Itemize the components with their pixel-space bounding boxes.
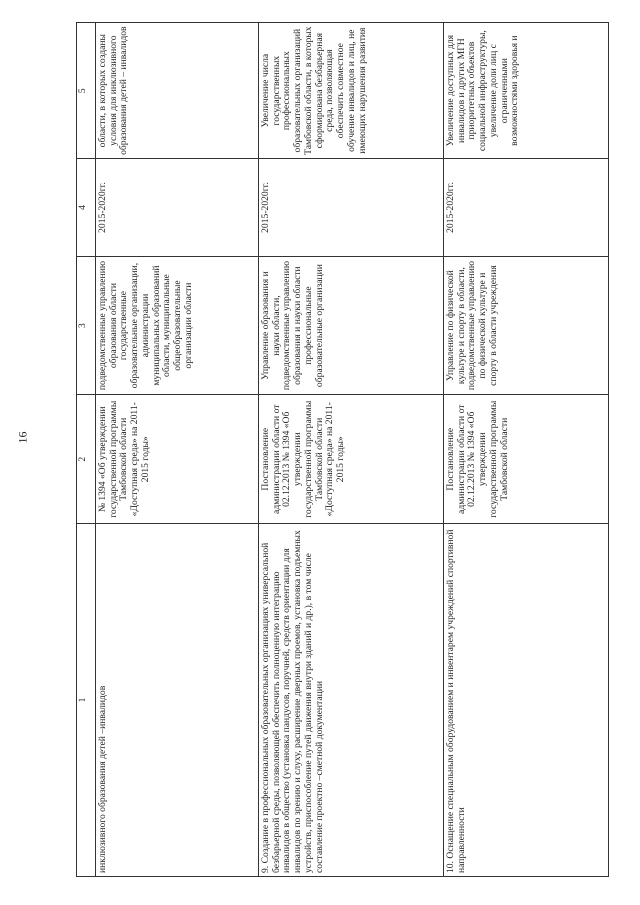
header-col-2: 2 [77,395,96,523]
measure-cell: 9. Создание в профессиональных образовательных организациях универсальной безбарьерной среды, позволяющей обеспечить полноценную интеграцию инвалидов в общество (установка пандусов, поручней, средств ориентации для инвалидов по зрению и слуху, расширение дверных проемов, установка подъемных устройств, приспособление путей движения внутри зданий и др.), в том числе составление проектно –сметной документации [259,523,444,876]
result-cell: Увеличение доступных для инвалидов и других МГН приоритетных объектов социальной инфраструктуры, увеличение доли лиц с ограниченными возможностями здоровья и [444,23,609,159]
period-cell: 2015-2020гг. [444,159,609,256]
table-row [96,23,259,877]
header-col-1: 1 [77,523,96,876]
header-row [77,23,96,877]
document-cell: Постановление администрации области от 02.12.2013 № 1394 «Об утверждении государственной программы Тамбовской области [444,395,609,523]
page-number: 16 [15,431,30,444]
document-cell: Постановление администрации области от 02.12.2013 № 1394 «Об утверждении государственной программы Тамбовской области «Доступная среда» на 2011-2015 годы» [259,395,444,523]
measure-cell: 10. Оснащение специальным оборудованием и инвентарем учреждений спортивной направленности [444,523,609,876]
measure-cell: инклюзивного образования детей –инвалидов [96,523,259,876]
period-cell: 2015-2020гг. [96,159,259,256]
measures-table [76,22,609,877]
header-col-3: 3 [77,256,96,395]
period-cell: 2015-2020гг. [259,159,444,256]
executor-cell: Управление образования и науки области, подведомственные управлению образования и науки области профессиональные образовательные организации [259,256,444,395]
executor-cell: подведомственные управлению образования области государственные образовательные организации, администрации муниципальных образований области, муниципальные общеобразовательные организации области [96,256,259,395]
header-col-5: 5 [77,23,96,159]
table-row [259,23,444,877]
table-row [444,23,609,877]
executor-cell: Управление по физической культуре и спорту в области, подведомственные управлению по физической культуре и спорту в области учреждения [444,256,609,395]
document-cell: № 1394 «Об утверждении государственной программы Тамбовской области «Доступная среда» на 2011-2015 годы» [96,395,259,523]
result-cell: Увеличение числа государственных профессиональных образовательных организаций Тамбовской области, в которых сформирована безбарьерная среда, позволяющая обеспечить совместное обучение инвалидов и лиц, не имеющих нарушения развития [259,23,444,159]
header-col-4: 4 [77,159,96,256]
table-container [76,22,606,877]
result-cell: области, в которых созданы условия для инклюзивного образования детей – инвалидов [96,23,259,159]
